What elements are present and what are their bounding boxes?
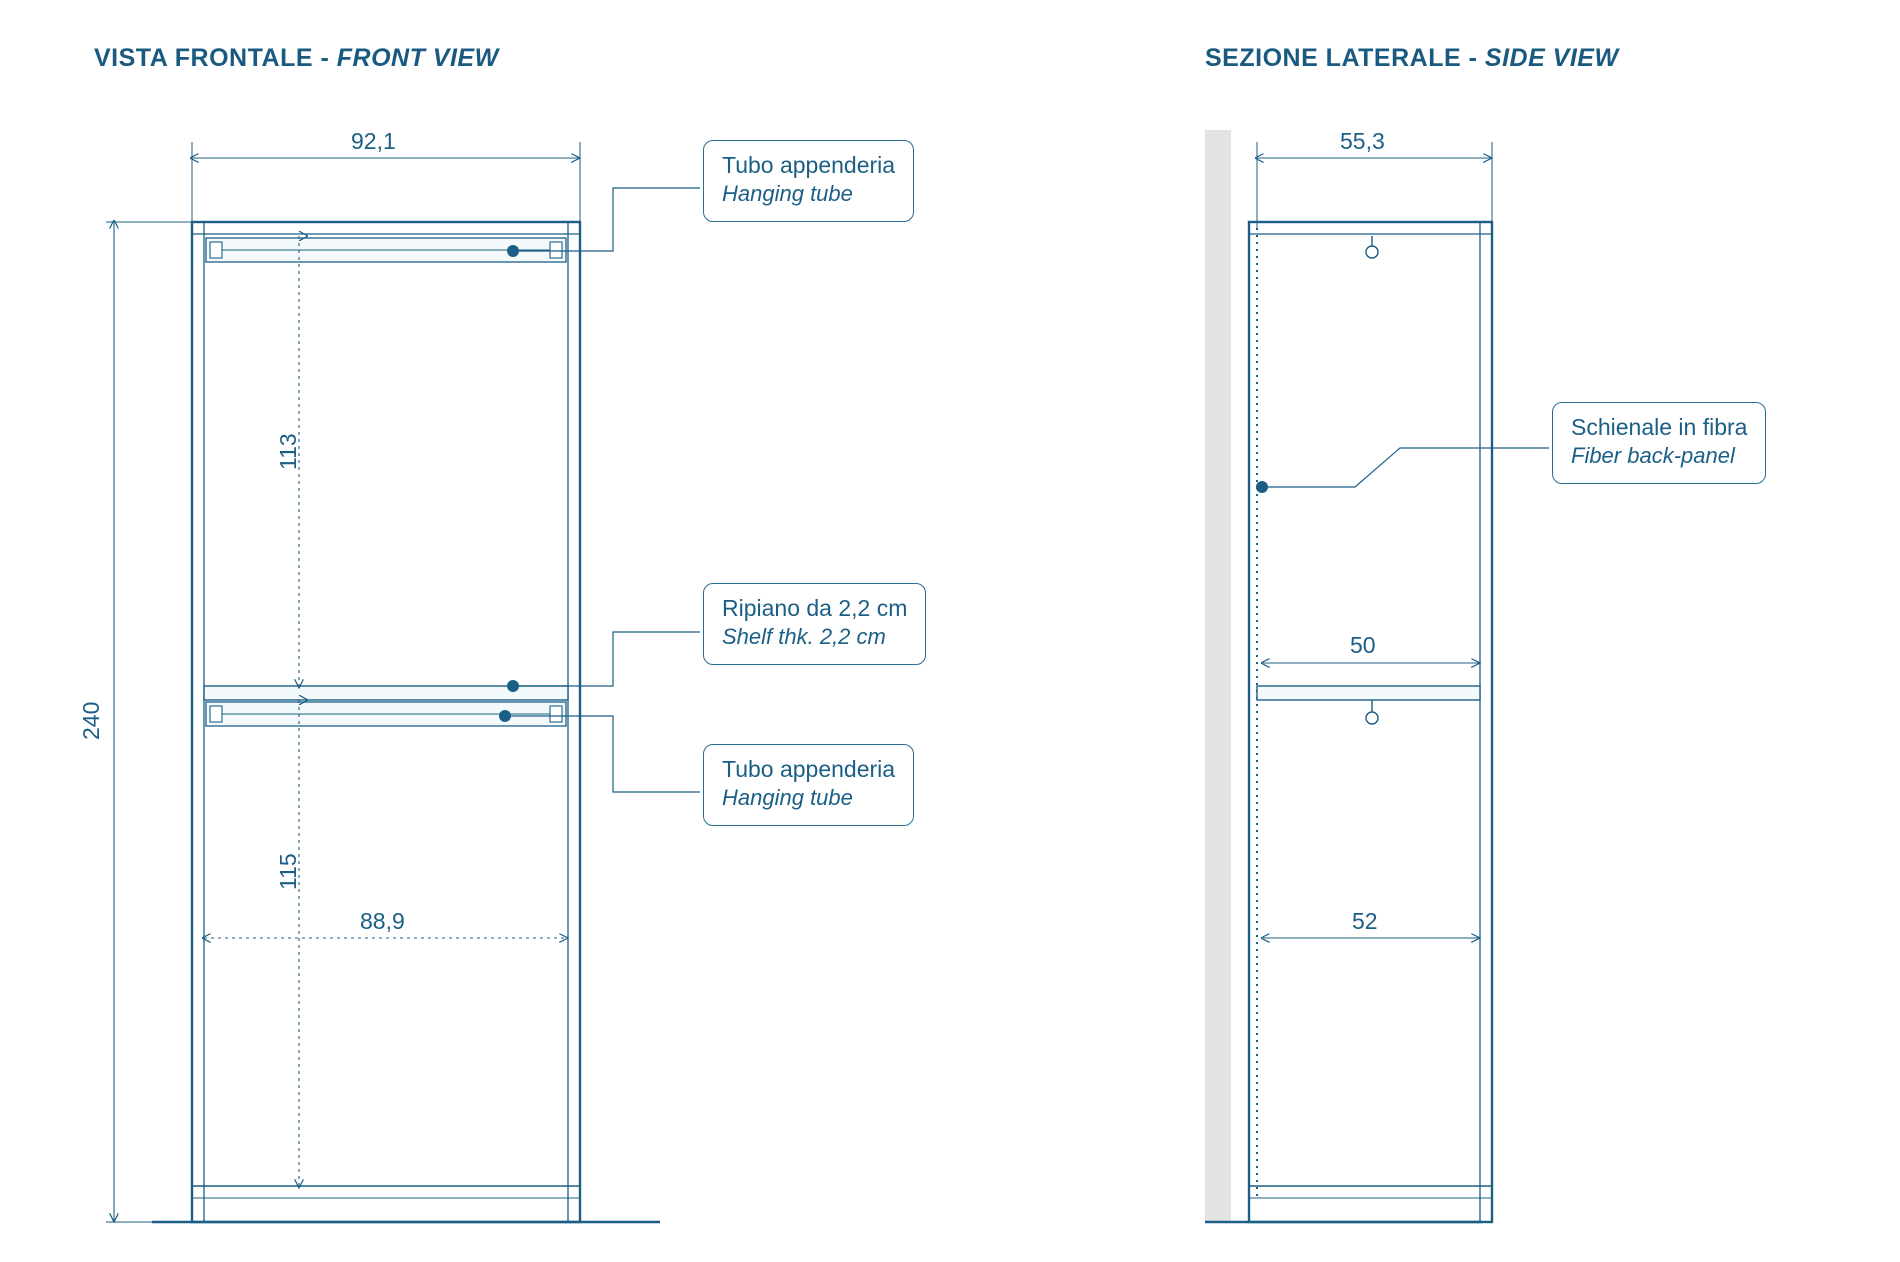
- side-shelf-depth-label: 50: [1350, 632, 1376, 658]
- front-lower-hanging-tube: [206, 702, 566, 726]
- side-view-title-en: SIDE VIEW: [1484, 44, 1619, 72]
- front-lower-height-label: 115: [275, 853, 301, 890]
- front-upper-height-label: 113: [275, 433, 301, 470]
- callout-hanging-tube-bottom-it: Tubo appenderia: [722, 756, 896, 782]
- callout-fiber-back-panel-en: Fiber back-panel: [1571, 443, 1735, 469]
- side-upper-hanging-tube: [1366, 236, 1378, 258]
- callout-fiber-back-panel-it: Schienale in fibra: [1571, 414, 1748, 440]
- callout-hanging-tube-bottom: [703, 744, 914, 826]
- side-view-title-it: SEZIONE LATERALE: [1205, 44, 1462, 72]
- front-height-label: 240: [78, 701, 104, 740]
- callout-hanging-tube-top-en: Hanging tube: [722, 181, 853, 207]
- front-view-group: [106, 142, 700, 1222]
- callout-shelf-en: Shelf thk. 2,2 cm: [722, 624, 886, 650]
- callout-hanging-tube-top-it: Tubo appenderia: [722, 152, 896, 178]
- front-view-title-sep: -: [313, 44, 337, 72]
- side-depth-label: 55,3: [1340, 128, 1385, 154]
- side-callout-leaders: [1256, 448, 1549, 493]
- front-inner-width-label: 88,9: [360, 908, 405, 934]
- callout-hanging-tube-top: [703, 140, 914, 222]
- front-width-label: 92,1: [351, 128, 396, 154]
- front-height-dimension: [106, 222, 200, 1222]
- callout-shelf: [703, 583, 926, 665]
- side-view-group: [1205, 130, 1549, 1222]
- front-view-title-it: VISTA FRONTALE: [94, 44, 314, 72]
- front-view-title-en: FRONT VIEW: [336, 44, 499, 72]
- callout-hanging-tube-bottom-en: Hanging tube: [722, 785, 853, 811]
- side-middle-shelf: [1257, 686, 1480, 700]
- side-wall: [1205, 130, 1231, 1222]
- side-cabinet-outline: [1249, 222, 1492, 1222]
- callout-shelf-it: Ripiano da 2,2 cm: [722, 595, 908, 621]
- callout-fiber-back-panel: [1552, 402, 1766, 484]
- side-view-title-sep: -: [1461, 44, 1485, 72]
- side-inner-depth-label: 52: [1352, 908, 1378, 934]
- side-lower-hanging-tube: [1366, 700, 1378, 724]
